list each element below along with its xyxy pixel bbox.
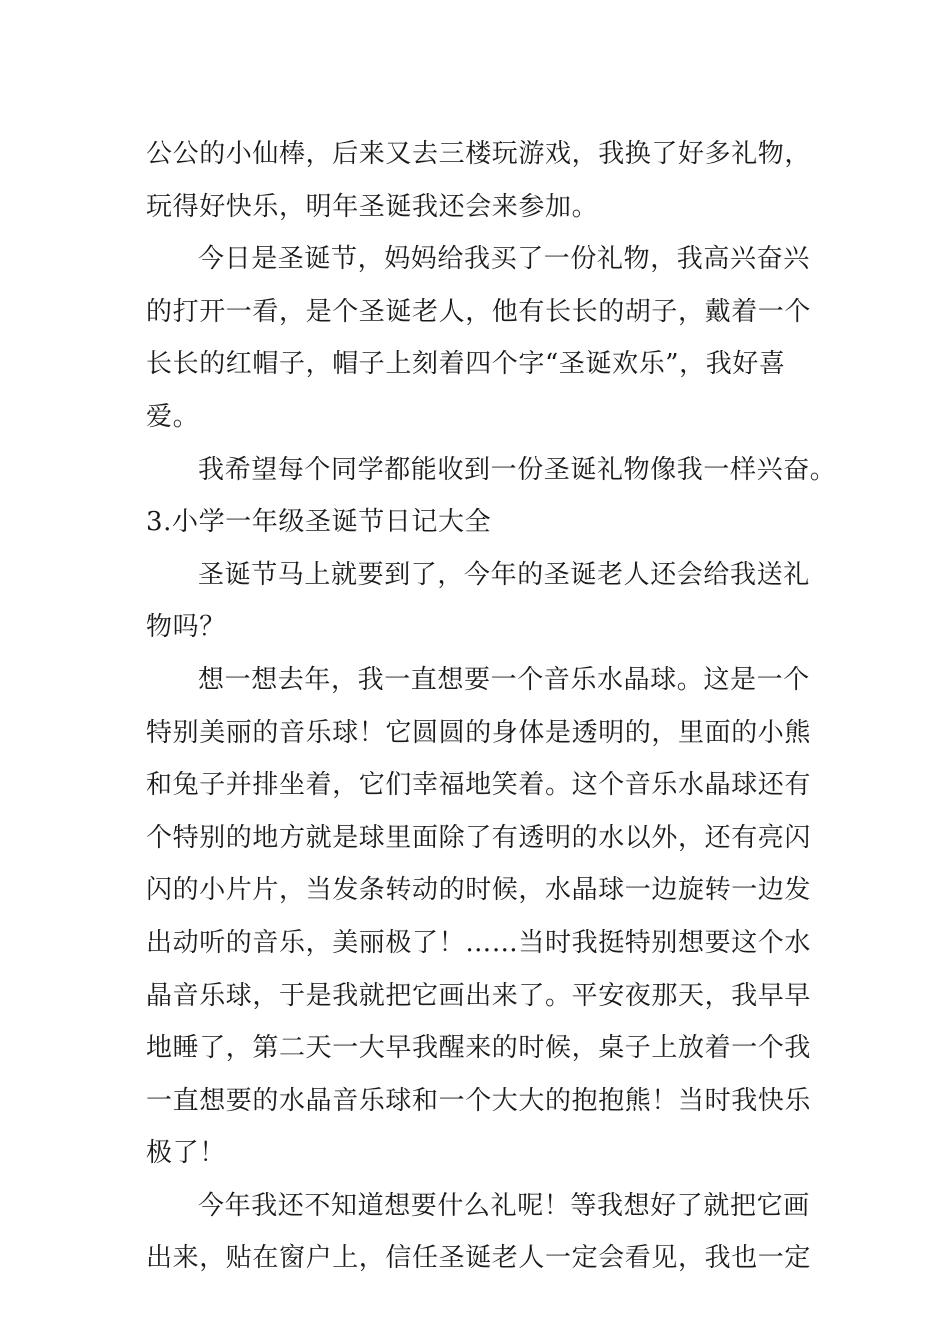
text-line: 极了！	[146, 1138, 226, 1169]
paragraph-start-line: 今年我还不知道想要什么礼呢！等我想好了就把它画	[198, 1190, 810, 1221]
text-line: 地睡了，第二天一大早我醒来的时候，桌子上放着一个我	[146, 1033, 812, 1064]
text-line: 特别美丽的音乐球！它圆圆的身体是透明的，里面的小熊	[146, 717, 812, 748]
document-body	[146, 128, 837, 1285]
text-line: 个特别的地方就是球里面除了有透明的水以外，还有亮闪	[146, 822, 812, 853]
text-line: 出来，贴在窗户上，信任圣诞老人一定会看见，我也一定	[146, 1243, 812, 1274]
paragraph-start-line: 圣诞节马上就要到了，今年的圣诞老人还会给我送礼	[198, 559, 810, 590]
text-line: 闪的小片片，当发条转动的时候，水晶球一边旋转一边发	[146, 875, 812, 906]
section-heading: 3.小学一年级圣诞节日记大全	[146, 507, 492, 538]
paragraph-start-line: 今日是圣诞节，妈妈给我买了一份礼物，我高兴奋兴	[198, 244, 810, 275]
paragraph-start-line: 我希望每个同学都能收到一份圣诞礼物像我一样兴奋。	[198, 454, 837, 485]
text-line: 和兔子并排坐着，它们幸福地笑着。这个音乐水晶球还有	[146, 770, 812, 801]
text-line: 的打开一看，是个圣诞老人，他有长长的胡子，戴着一个	[146, 296, 812, 327]
text-line: 出动听的音乐，美丽极了！……当时我挺特别想要这个水	[146, 927, 812, 958]
text-line: 公公的小仙棒，后来又去三楼玩游戏，我换了好多礼物，	[146, 139, 812, 169]
text-line: 一直想要的水晶音乐球和一个大大的抱抱熊！当时我快乐	[146, 1085, 812, 1116]
paragraph-start-line: 想一想去年，我一直想要一个音乐水晶球。这是一个	[198, 664, 810, 695]
text-line: 玩得好快乐，明年圣诞我还会来参加。	[146, 191, 599, 222]
text-line: 物吗？	[146, 612, 226, 643]
text-line: 爱。	[146, 401, 200, 432]
text-line: 长长的红帽子，帽子上刻着四个字“圣诞欢乐”，我好喜	[146, 349, 786, 380]
text-line: 晶音乐球，于是我就把它画出来了。平安夜那天，我早早	[146, 980, 812, 1011]
